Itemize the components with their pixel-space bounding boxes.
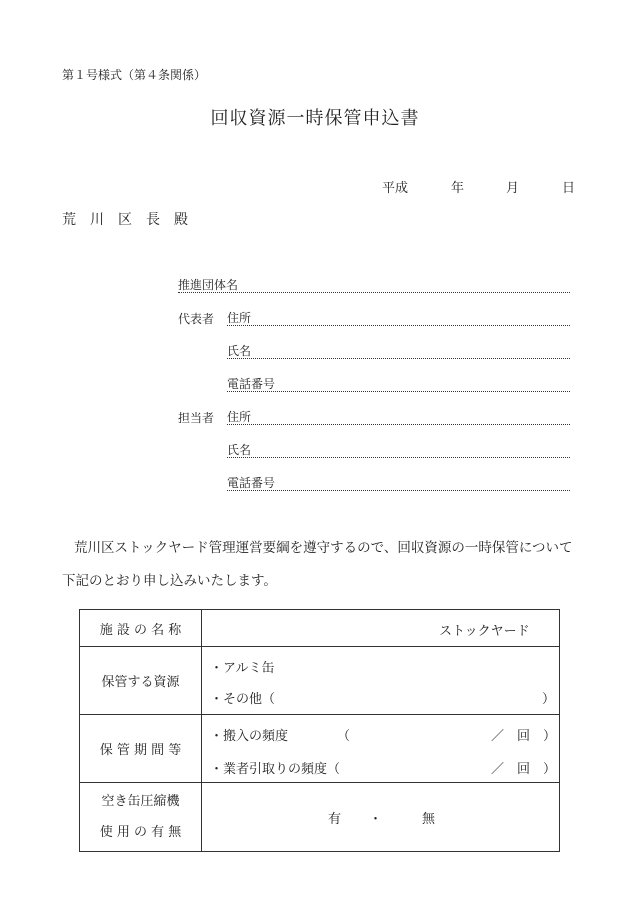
table-row (80, 783, 560, 852)
resource-other-close: ） (542, 692, 556, 707)
resource-other: ・その他（ (210, 692, 276, 707)
form-number: 第１号様式（第４条関係） (62, 68, 207, 82)
body-text-line-2: 下記のとおり申し込みいたします。 (62, 573, 277, 589)
period-label: 保 管 期 間 等 (99, 743, 182, 758)
contact-name-field[interactable] (227, 441, 570, 458)
representative-label: 代表者 (178, 312, 215, 326)
date-month: 月 (506, 181, 520, 196)
name-label: 氏名 (227, 443, 252, 457)
address-label: 住所 (227, 410, 252, 424)
page-title: 回収資源一時保管申込書 (210, 108, 420, 129)
contact-person-label: 担当者 (178, 411, 215, 425)
contact-address-field[interactable] (227, 408, 570, 425)
delivery-per-times: ／ 回 ） (491, 729, 557, 744)
representative-phone-field[interactable] (227, 375, 570, 392)
phone-label: 電話番号 (227, 377, 276, 391)
compressor-label-line-1: 空き缶圧縮機 (101, 794, 180, 809)
table-row (80, 647, 560, 715)
representative-address-field[interactable] (227, 309, 570, 326)
compressor-label-line-2: 使 用 の 有 無 (99, 825, 182, 840)
date-era: 平成 (382, 181, 409, 196)
facility-value: ストックヤード (439, 624, 530, 639)
resources-label-cell (80, 647, 202, 715)
period-label-cell (80, 715, 202, 783)
date-year: 年 (451, 181, 465, 196)
phone-label: 電話番号 (227, 476, 276, 490)
compressor-yes-option[interactable]: 有 (328, 812, 342, 827)
representative-name-field[interactable] (227, 342, 570, 359)
facility-label-cell (80, 610, 202, 647)
date-day: 日 (562, 181, 576, 196)
org-name-field[interactable] (178, 276, 570, 293)
body-text-line-1: 荒川区ストックヤード管理運営要綱を遵守するので、回収資源の一時保管について (74, 540, 573, 556)
delivery-open-paren: （ (337, 729, 351, 744)
facility-value-cell (202, 610, 560, 647)
compressor-value-cell[interactable] (202, 783, 560, 852)
pickup-per-times: ／ 回 ） (491, 762, 557, 777)
facility-label: 施 設 の 名 称 (99, 622, 182, 638)
org-name-label: 推進団体名 (178, 278, 239, 292)
resources-label: 保管する資源 (101, 675, 180, 690)
table-row (80, 715, 560, 783)
period-value-cell[interactable] (202, 715, 560, 783)
table-row (80, 610, 560, 647)
delivery-frequency-label: ・搬入の頻度 (210, 729, 289, 744)
pickup-frequency-label: ・業者引取りの頻度（ (210, 762, 341, 777)
compressor-no-option[interactable]: 無 (422, 812, 436, 827)
separator-dot: ・ (369, 812, 383, 827)
resource-aluminum: ・アルミ缶 (210, 661, 275, 676)
application-table (79, 609, 560, 852)
resources-value-cell[interactable] (202, 647, 560, 715)
addressee: 荒川区長殿 (62, 212, 202, 228)
compressor-label-cell (80, 783, 202, 852)
address-label: 住所 (227, 311, 252, 325)
contact-phone-field[interactable] (227, 474, 570, 491)
name-label: 氏名 (227, 344, 252, 358)
